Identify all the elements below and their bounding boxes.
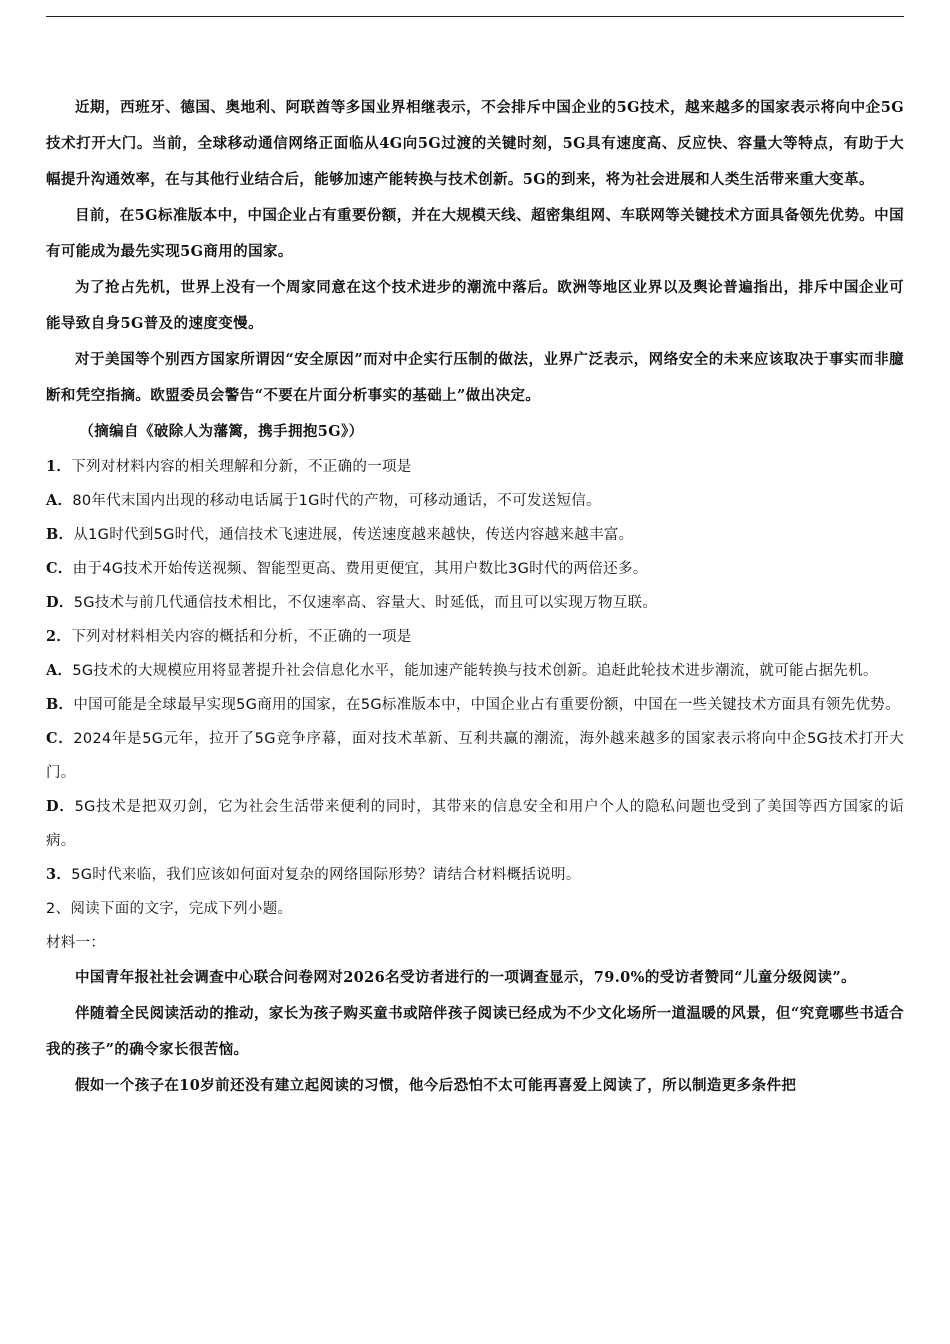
option-text: 5G技术与前几代通信技术相比，不仅速率高、容量大、时延低，而且可以实现万物互联。 [73, 595, 658, 611]
option-text: 由于4G技术开始传送视频、智能型更高、费用更便宜，其用户数比3G时代的两倍还多。 [72, 561, 648, 577]
q1-option-d [46, 586, 904, 620]
q1-option-c [46, 552, 904, 586]
option-label: D． [46, 798, 75, 815]
q2-option-b [46, 688, 904, 722]
q2-option-d [46, 790, 904, 858]
question-2-number: 2． [46, 628, 72, 645]
q1-option-b [46, 518, 904, 552]
q2-option-a [46, 654, 904, 688]
passage1-paragraph-4: 对于美国等个别西方国家所谓因“安全原因”而对中企实行压制的做法，业界广泛表示，网络安全的未来应该取决于事实而非臆断和凭空指摘。欧盟委员会警告“不要在片面分析事实的基础上”做出决定。 [46, 351, 904, 404]
q2-option-c [46, 722, 904, 790]
question-1 [46, 450, 904, 484]
passage1-paragraph-1: 近期，西班牙、德国、奥地利、阿联酋等多国业界相继表示，不会排斥中国企业的5G技术，越来越多的国家表示将向中企5G技术打开大门。当前，全球移动通信网络正面临从4G向5G过渡的关键时刻，5G具有速度高、反应快、容量大等特点，有助于大幅提升沟通效率，在与其他行业结合后，能够加速产能转换与技术创新。5G的到来，将为社会进展和人类生活带来重大变革。 [46, 99, 904, 188]
question-2-stem: 下列对材料相关内容的概括和分析，不正确的一项是 [71, 629, 412, 645]
question-3-number: 3． [46, 866, 72, 883]
question-1-stem: 下列对材料内容的相关理解和分新，不正确的一项是 [71, 459, 412, 475]
option-label: A． [46, 662, 73, 679]
option-text: 2024年是5G元年，拉开了5G竞争序幕，面对技术革新、互利共赢的潮流，海外越来越多的国家表示将向中企5G技术打开大门。 [46, 731, 905, 781]
option-label: C． [46, 560, 73, 577]
option-text: 5G技术是把双刃剑，它为社会生活带来便利的同时，其带来的信息安全和用户个人的隐私问题也受到了美国等西方国家的诟病。 [46, 799, 904, 849]
material-1-label: 材料一： [46, 935, 106, 951]
question-3 [46, 858, 904, 892]
question-3-stem: 5G时代来临，我们应该如何面对复杂的网络国际形势？请结合材料概括说明。 [71, 867, 581, 883]
option-text: 中国可能是全球最早实现5G商用的国家，在5G标准版本中，中国企业占有重要份额，中国在一些关键技术方面具有领先优势。 [73, 697, 900, 713]
passage1-source: （摘编自《破除人为藩篱，携手拥抱5G》） [79, 423, 364, 440]
option-label: D． [46, 594, 74, 611]
question-1-number: 1． [46, 458, 72, 475]
option-label: B． [46, 696, 74, 713]
passage2-paragraph-2: 伴随着全民阅读活动的推动，家长为孩子购买童书或陪伴孩子阅读已经成为不少文化场所一道温暖的风景，但“究竟哪些书适合我的孩子”的确令家长很苦恼。 [46, 1005, 904, 1058]
option-label: C． [46, 730, 74, 747]
section-2-heading: 2、阅读下面的文字，完成下列小题。 [46, 901, 293, 917]
passage2-paragraph-3: 假如一个孩子在10岁前还没有建立起阅读的习惯，他今后恐怕不太可能再喜爱上阅读了，所以制造更多条件把 [75, 1077, 797, 1094]
question-2 [46, 620, 904, 654]
option-text: 80年代末国内出现的移动电话属于1G时代的产物，可移动通话，不可发送短信。 [72, 493, 601, 509]
passage2-paragraph-1: 中国青年报社社会调查中心联合问卷网对2026名受访者进行的一项调查显示，79.0%的受访者赞同“儿童分级阅读”。 [75, 969, 857, 986]
option-text: 从1G时代到5G时代，通信技术飞速进展，传送速度越来越快，传送内容越来越丰富。 [73, 527, 634, 543]
passage1-paragraph-2: 目前，在5G标准版本中，中国企业占有重要份额，并在大规模天线、超密集组网、车联网等关键技术方面具备领先优势。中国有可能成为最先实现5G商用的国家。 [46, 207, 904, 260]
passage1-paragraph-3: 为了抢占先机，世界上没有一个周家同意在这个技术进步的潮流中落后。欧洲等地区业界以及舆论普遍指出，排斥中国企业可能导致自身5G普及的速度变慢。 [46, 279, 904, 332]
document-body [46, 90, 904, 1104]
header-rule [46, 16, 904, 17]
option-label: A． [46, 492, 73, 509]
option-label: B． [46, 526, 74, 543]
option-text: 5G技术的大规模应用将显著提升社会信息化水平，能加速产能转换与技术创新。追赶此轮技术进步潮流，就可能占据先机。 [72, 663, 878, 679]
q1-option-a [46, 484, 904, 518]
